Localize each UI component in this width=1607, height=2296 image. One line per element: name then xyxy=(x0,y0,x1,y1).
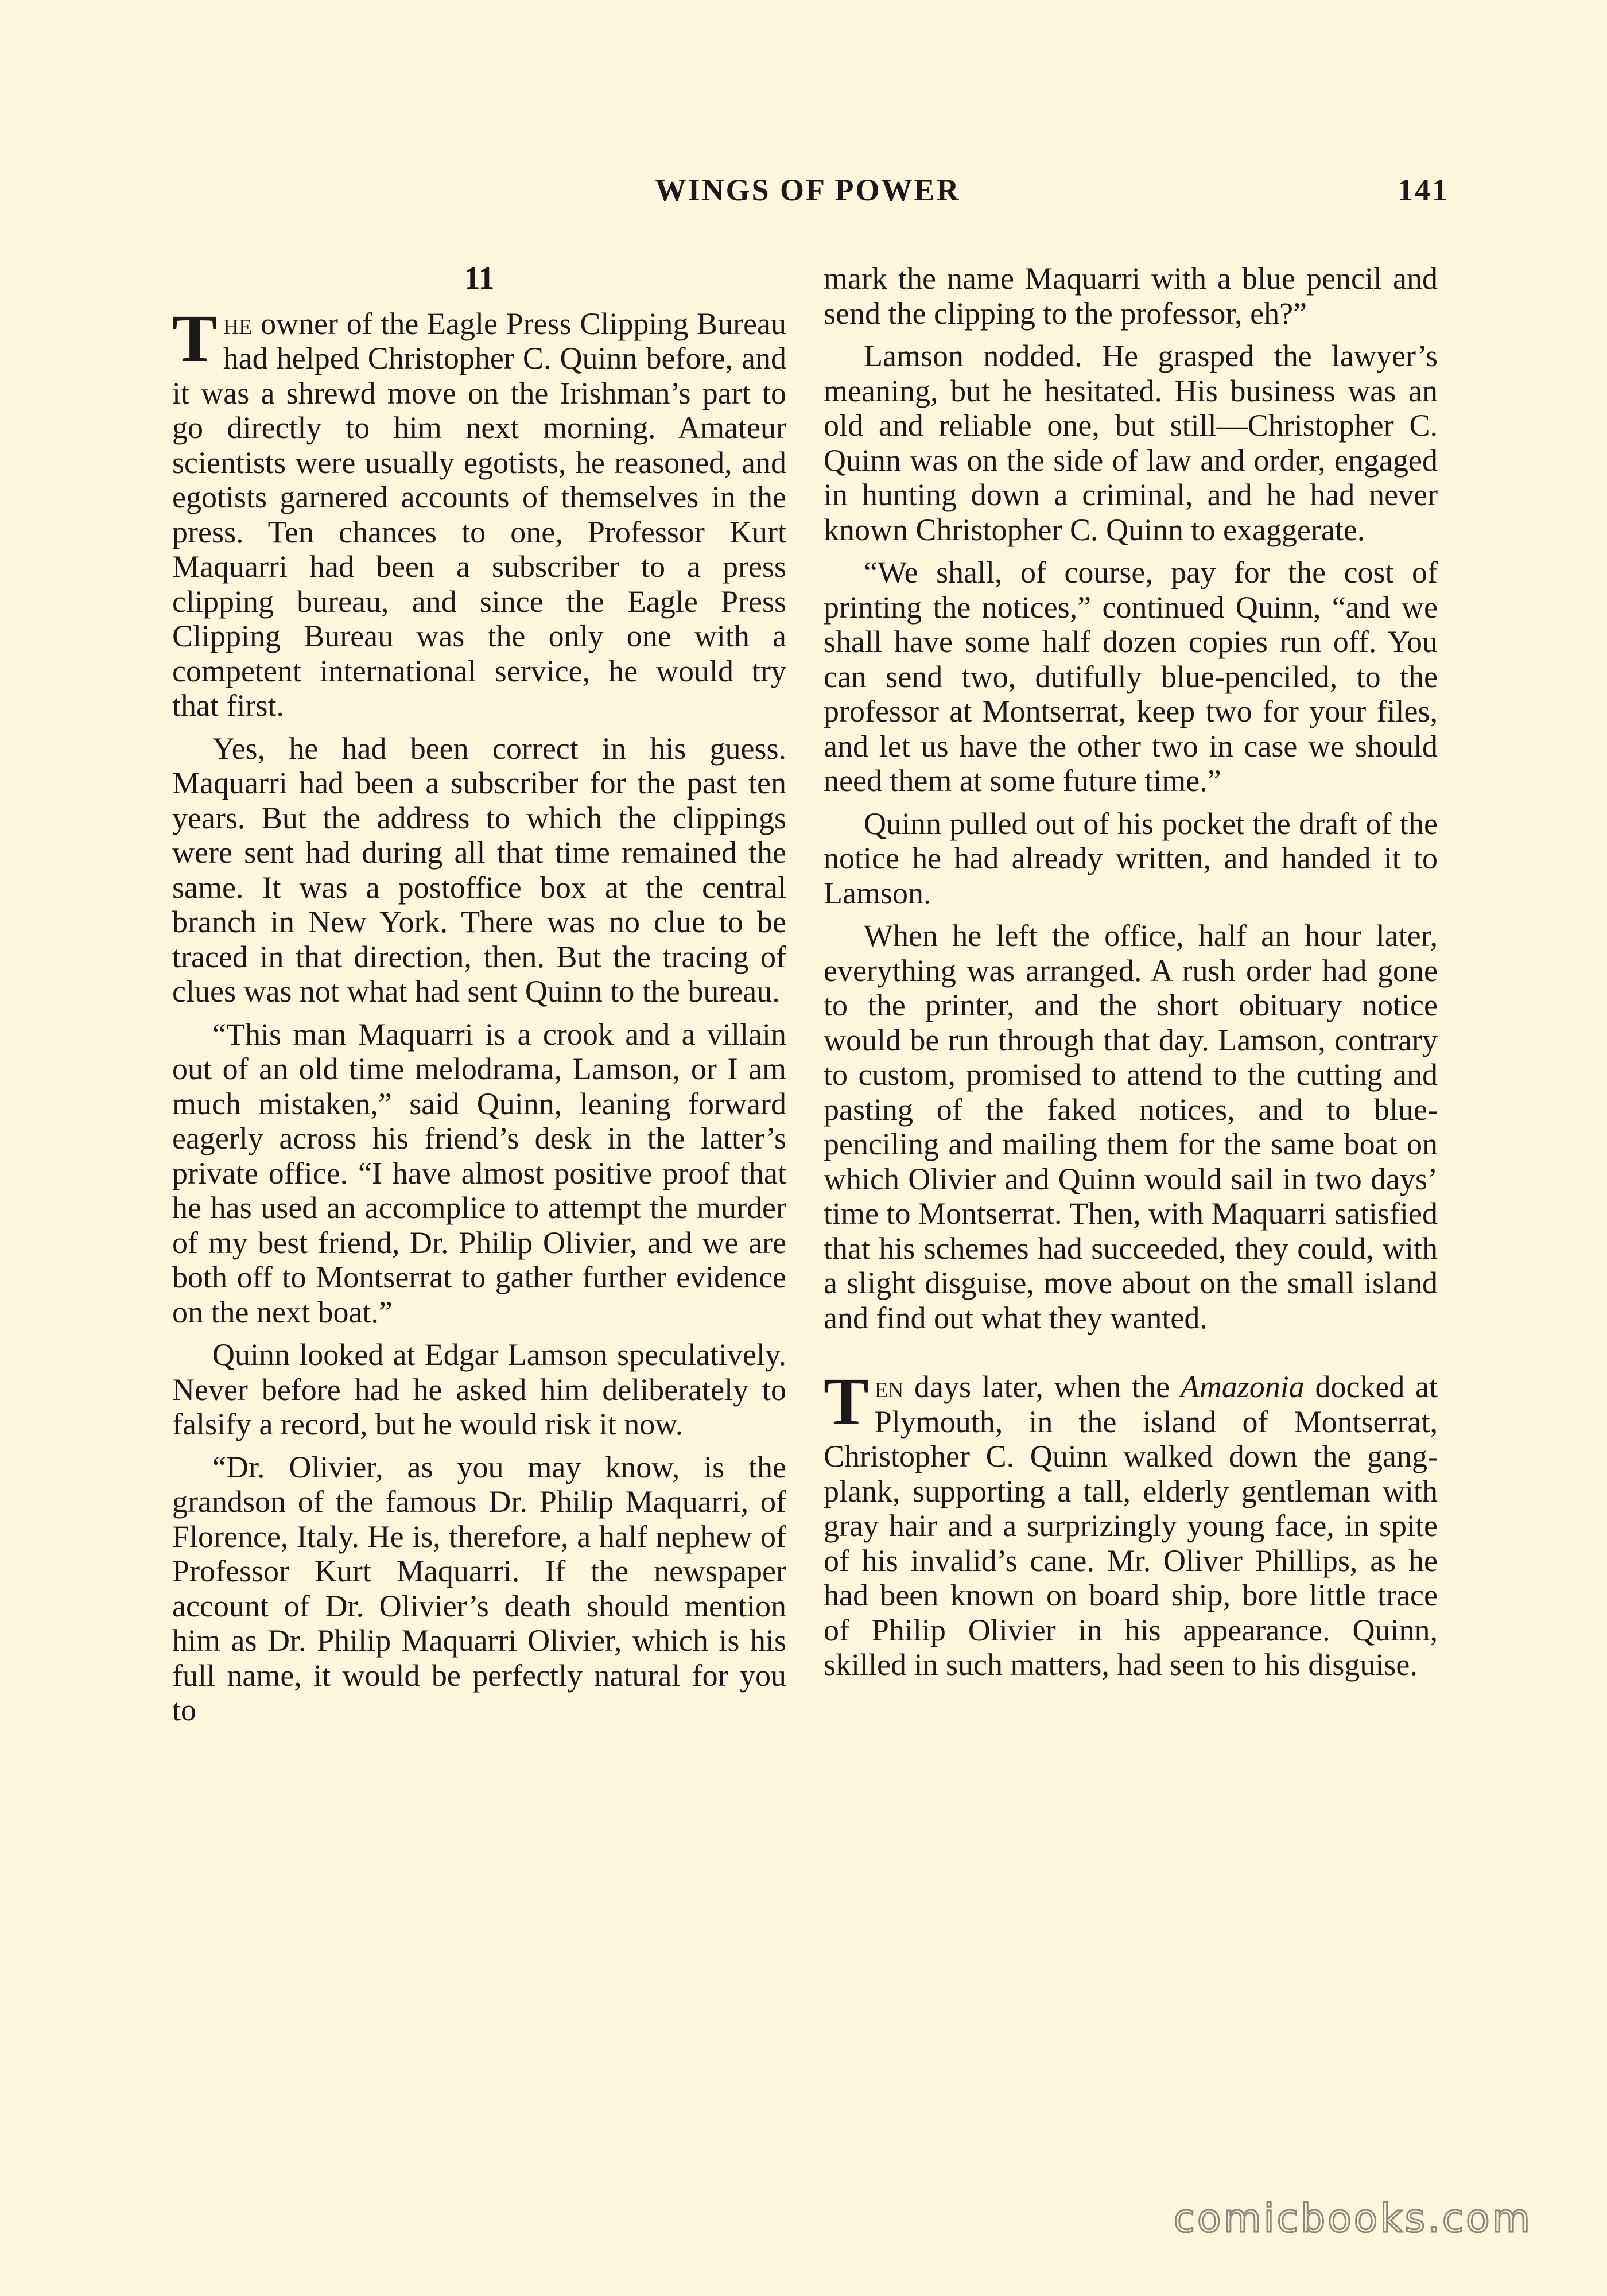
paragraph-text: owner of the Eagle Press Clipping Bureau had helped Christopher C. Quinn before, and it was a shrewd move on the Irishman’s part to go directly to him next morning. Amateur scientists were usually egotists, he reasoned, and egotists garnered accounts of themselves in the press. Ten chances to one, Professor Kurt Maquarri had been a subscriber to a press clipping bureau, and since the Eagle Press Clipping Bureau was the only one with a competent international service, he would try that first. xyxy=(172,306,786,723)
paragraph-9: When he left the office, half an hour later, everything was arranged. A rush order had gone to the printer, and the short obituary notice would be run through that day. Lamson, contrary to custom, promised to attend to the cutting and pasting of the faked notices, and to blue-penciling and mailing them for the same boat on which Olivier and Quinn would sail in two days’ time to Montserrat. Then, with Maquarri satisfied that his schemes had succeeded, they could, with a slight disguise, move about on the small island and find out what they wanted. xyxy=(824,918,1438,1335)
paragraph-6: Lamson nodded. He grasped the lawyer’s meaning, but he hesitated. His business was an old and reliable one, but still—Christopher C. Quinn was on the side of law and order, engaged in hunting down a criminal, and he had never known Christopher C. Quinn to exaggerate. xyxy=(824,339,1438,547)
left-column xyxy=(172,261,786,1736)
page-header xyxy=(166,172,1449,224)
drop-cap: T xyxy=(824,1364,869,1439)
paragraph-8: Quinn pulled out of his pocket the draft of the notice he had already written, and handed it to Lamson. xyxy=(824,806,1438,910)
small-caps-lead: he xyxy=(223,306,253,341)
paragraph-5-continued: mark the name Maquarri with a blue pencil and send the clipping to the professor, eh?” xyxy=(824,261,1438,331)
small-caps-lead: en xyxy=(874,1370,904,1404)
running-title: WINGS OF POWER xyxy=(655,173,961,207)
paragraph-text: days later, when the xyxy=(903,1370,1181,1404)
paragraph-1 xyxy=(172,300,786,723)
page-number: 141 xyxy=(1398,173,1449,207)
paragraph-text: docked at Plymouth, in the island of Montserrat, Christopher C. Quinn walked down the gang-plank, supporting a tall, elderly gentleman with gray hair and a surprizingly young face, in spite of his invalid’s cane. Mr. Oliver Phillips, as he had been known on board ship, bore little trace of Philip Olivier in his appearance. Quinn, skilled in such matters, had seen to his disguise. xyxy=(824,1370,1438,1682)
watermark: comicbooks.com xyxy=(1173,2196,1532,2241)
paragraph-5: “Dr. Olivier, as you may know, is the grandson of the famous Dr. Philip Maquarri, of Florence, Italy. He is, therefore, a half nephew of Professor Kurt Maquarri. If the newspaper account of Dr. Olivier’s death should mention him as Dr. Philip Maquarri Olivier, which is his full name, it would be perfectly natural for you to xyxy=(172,1449,786,1727)
section-number: 11 xyxy=(464,261,495,296)
ship-name: Amazonia xyxy=(1180,1370,1305,1404)
paragraph-3: “This man Maquarri is a crook and a villain out of an old time melodrama, Lamson, or I am much mistaken,” said Quinn, leaning forward eagerly across his friend’s desk in the latter’s private office. “I have almost positive proof that he has used an accomplice to attempt the murder of my best friend, Dr. Philip Olivier, and we are both off to Montserrat to gather further evidence on the next boat.” xyxy=(172,1017,786,1329)
paragraph-7: “We shall, of course, pay for the cost of printing the notices,” continued Quinn, “and we shall have some half dozen copies run off. You can send two, dutifully blue-penciled, to the professor at Montserrat, keep two for your files, and let us have the other two in case we should need them at some future time.” xyxy=(824,555,1438,798)
paragraph-2: Yes, he had been correct in his guess. Maquarri had been a subscriber for the past ten years. But the address to which the clippings were sent had during all that time remained the same. It was a postoffice box at the central branch in New York. There was no clue to be traced in that direction, then. But the tracing of clues was not what had sent Quinn to the bureau. xyxy=(172,731,786,1009)
right-column xyxy=(824,261,1438,1690)
paragraph-4: Quinn looked at Edgar Lamson speculatively. Never before had he asked him deliberately to falsify a record, but he would risk it now. xyxy=(172,1337,786,1441)
drop-cap: T xyxy=(172,300,218,376)
section-2-paragraph xyxy=(824,1364,1438,1682)
